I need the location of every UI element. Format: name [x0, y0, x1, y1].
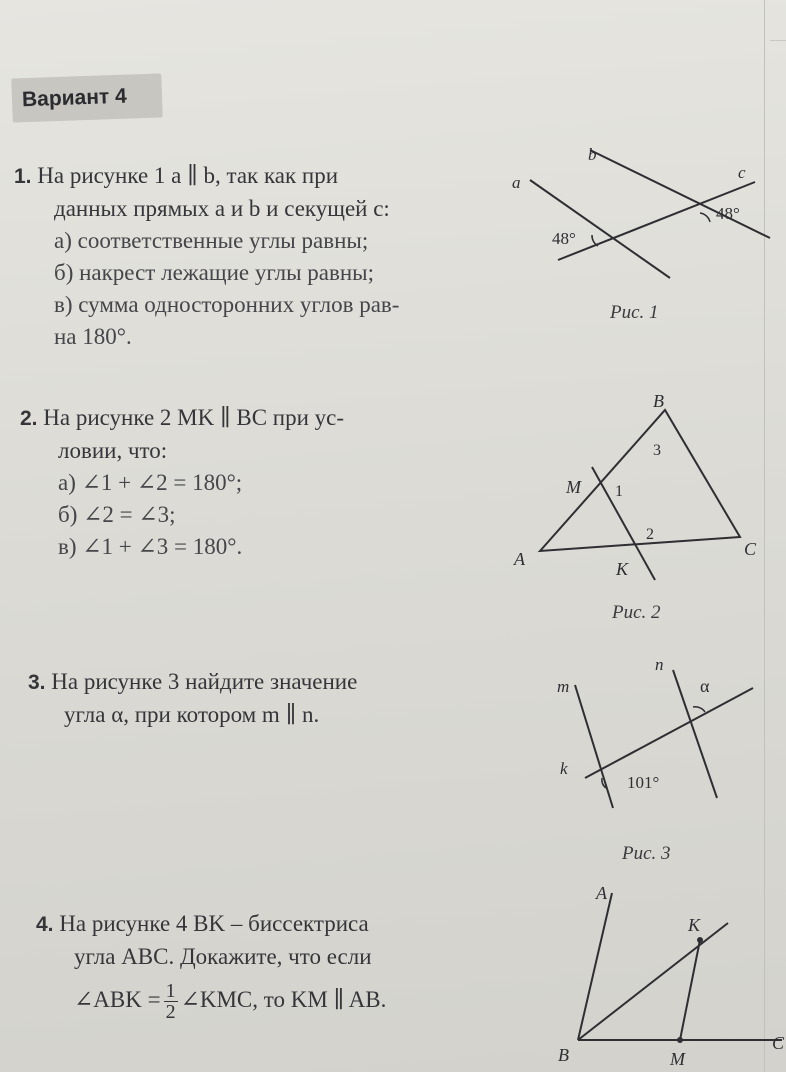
label-A: A [514, 549, 525, 569]
fraction-denominator: 2 [165, 1001, 176, 1023]
problem-4-formula [36, 981, 386, 1022]
problem-2-number: 2. [20, 407, 38, 430]
page-margin-tick [770, 40, 786, 41]
problem-2-option-c: в) ∠1 + ∠3 = 180°. [58, 534, 243, 559]
figure-3-caption: Рис. 3 [622, 843, 671, 864]
formula-suffix: ∠KMC, то KM ∥ AB. [180, 986, 387, 1012]
label-B: B [653, 391, 664, 411]
angle-arc-alpha [693, 707, 705, 712]
problem-1-text-line-1: На рисунке 1 a ∥ b, так как при [37, 163, 339, 188]
problem-4 [36, 908, 386, 1022]
problem-2-option-a: а) ∠1 + ∠2 = 180°; [58, 470, 243, 495]
label-B4: B [558, 1045, 569, 1065]
label-K: K [616, 559, 629, 579]
figure-3 [545, 650, 765, 840]
problem-1-number: 1. [14, 165, 32, 188]
figure-1-caption: Рис. 1 [610, 302, 659, 323]
label-n: n [655, 655, 664, 674]
problem-3-text-line-1: На рисунке 3 найдите значение [51, 669, 358, 694]
problem-3-number: 3. [28, 671, 46, 694]
formula-fraction [164, 981, 178, 1022]
label-c: c [738, 163, 746, 182]
point-M [677, 1037, 683, 1043]
problem-1 [14, 160, 399, 353]
line-m [575, 685, 613, 808]
angle-arc-right [700, 213, 710, 222]
problem-1-option-c-end: на 180°. [54, 324, 132, 349]
problem-4-number: 4. [36, 913, 54, 936]
label-b: b [588, 145, 597, 164]
formula-prefix: ∠ABK = [74, 986, 161, 1012]
label-A4: A [596, 883, 607, 903]
problem-3 [28, 666, 357, 731]
problem-3-text-line-2: угла α, при котором m ∥ n. [64, 702, 320, 727]
variant-title: Вариант 4 [11, 73, 162, 122]
problem-2 [20, 402, 344, 563]
problem-1-option-a: а) соответственные углы равны; [54, 228, 369, 253]
problem-2-option-b: б) ∠2 = ∠3; [58, 502, 176, 527]
angle-label-right: 48° [716, 204, 740, 223]
problem-4-text-line-2: угла ABC. Докажите, что если [74, 944, 372, 969]
label-alpha: α [700, 676, 710, 696]
angle-101-label: 101° [627, 773, 660, 792]
label-K4: K [688, 915, 701, 935]
problem-4-text-line-1: На рисунке 4 BK – биссектриса [59, 911, 369, 936]
problem-1-option-c: в) сумма односторонних углов рав- [54, 292, 400, 317]
problem-2-text-line-2: ловии, что: [58, 438, 168, 463]
problem-1-option-b: б) накрест лежащие углы равны; [54, 260, 375, 285]
angle-label-left: 48° [552, 229, 576, 248]
angle-1-label: 1 [615, 483, 623, 500]
line-k [585, 688, 753, 778]
label-a: a [512, 173, 521, 192]
angle-3-label: 3 [653, 442, 661, 459]
label-C4: C [772, 1033, 785, 1053]
point-K [697, 937, 703, 943]
line-n [673, 670, 717, 798]
label-k: k [560, 759, 568, 778]
label-M: M [566, 477, 581, 497]
fraction-numerator: 1 [165, 980, 176, 1002]
problem-1-text-line-2: данных прямых a и b и секущей c: [54, 196, 390, 221]
problem-2-text-line-1: На рисунке 2 MK ∥ BC при ус- [43, 405, 345, 430]
label-C: C [744, 539, 757, 559]
figure-4 [550, 875, 786, 1072]
figure-2-caption: Рис. 2 [612, 602, 661, 623]
label-M4: M [670, 1049, 685, 1069]
figure-1 [500, 140, 780, 310]
label-m: m [557, 677, 570, 696]
figure-2 [500, 385, 786, 600]
angle-2-label: 2 [646, 526, 654, 543]
line-a [530, 180, 670, 278]
segment-KM [680, 940, 700, 1040]
